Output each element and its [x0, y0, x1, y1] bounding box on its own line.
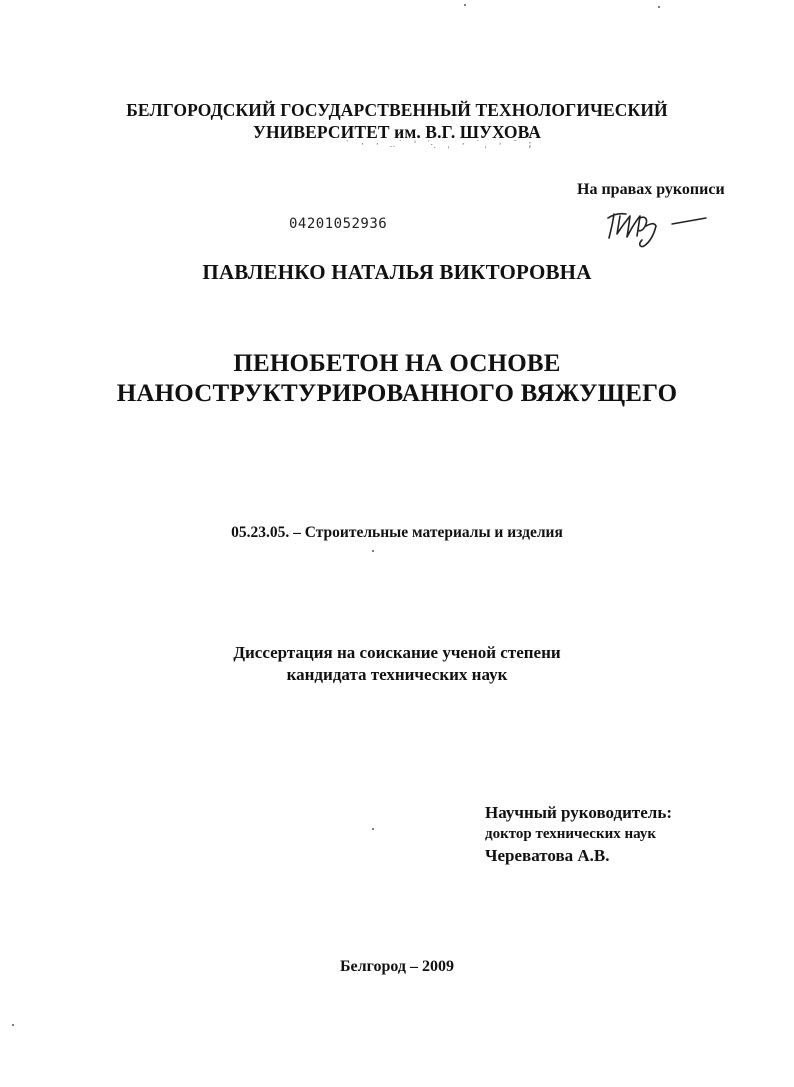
document-code: 04201052936 — [289, 216, 388, 232]
dissertation-title-line2: НАНОСТРУКТУРИРОВАННОГО ВЯЖУЩЕГО — [116, 380, 678, 407]
manuscript-rights-note: На правах рукописи — [577, 181, 725, 198]
degree-statement-line1: Диссертация на соискание ученой степени — [233, 643, 561, 662]
dissertation-title-line1: ПЕНОБЕТОН НА ОСНОВЕ — [233, 350, 561, 377]
scan-speck — [372, 828, 374, 830]
university-name-line1: БЕЛГОРОДСКИЙ ГОСУДАРСТВЕННЫЙ ТЕХНОЛОГИЧЕСКИЙ — [126, 100, 668, 120]
city-and-year: Белгород – 2009 — [339, 958, 455, 975]
supervisor-label: Научный руководитель: — [485, 803, 672, 822]
scan-speck — [372, 550, 374, 552]
supervisor-degree: доктор технических наук — [485, 826, 657, 842]
scan-speck — [658, 6, 660, 8]
university-name-line2: УНИВЕРСИТЕТ им. В.Г. ШУХОВА — [253, 122, 541, 142]
supervisor-name: Череватова А.В. — [485, 846, 610, 865]
specialty-code: 05.23.05. – Строительные материалы и изделия — [231, 524, 563, 541]
degree-statement-line2: кандидата технических наук — [286, 665, 508, 684]
author-name: ПАВЛЕНКО НАТАЛЬЯ ВИКТОРОВНА — [202, 260, 592, 284]
scan-speck — [12, 1024, 14, 1026]
handwritten-signature-icon — [600, 204, 710, 250]
scan-noise-marks: ` · · ‥˙ ' ⋱ ˌ · ˙ˌ · ¨ ; — [345, 140, 535, 150]
scan-speck — [464, 4, 466, 6]
